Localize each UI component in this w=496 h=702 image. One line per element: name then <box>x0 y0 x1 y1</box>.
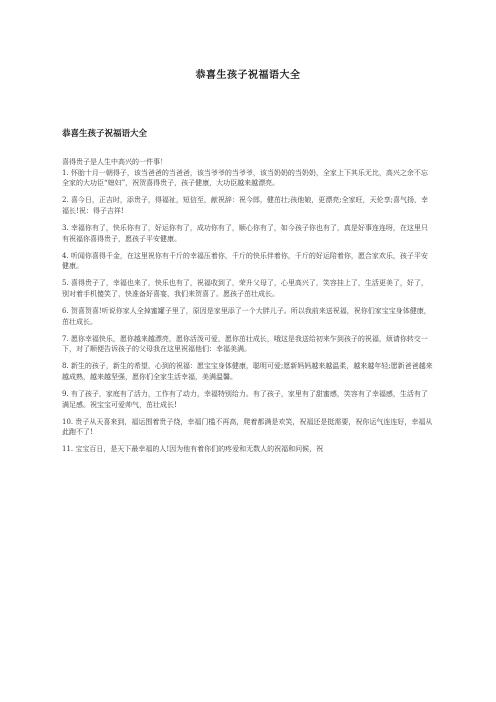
paragraph-8: 8. 新生的孩子，新生的希望，心到的祝福：愿宝宝身体健康，聪明可爱;愿新妈妈越来越温柔，越来越年轻;愿新爸爸越来越成熟，越来越坚强，愿你们全家生活幸福，美满温馨。 <box>62 362 433 381</box>
paragraph-9: 9. 有了孩子，家庭有了活力，工作有了动力，幸福特别给力。有了孩子，家里有了甜蜜感，笑容有了幸福感，生活有了满足感。祝宝宝可爱帅气，茁壮成长! <box>62 390 428 409</box>
paragraph-6: 6. 贺喜贺喜!听说你家人全掉蜜罐子里了，原因是家里添了一个大胖儿子。所以我前来送祝福，祝你们家宝宝身体健康，茁壮成长。 <box>62 307 431 326</box>
paragraph-2: 2. 喜今日，正吉时，添贵子，得福祉，短信至，献祝辞：祝今郎，健茁壮;孩他娘，更漂亮;全家旺，天伦享;喜气扬，幸福长!祝：得子吉祥! <box>62 196 428 215</box>
paragraph-10: 10. 贵子从天喜来到，福运围着贵子绕，幸福门槛不再高，爬着都满是欢笑，祝福还是挺需要，祝你运气连连好，幸福从此跑不了! <box>62 417 433 437</box>
paragraph-11: 11. 宝宝百日，是天下最幸福的人!因为他有着你们的疼爱和无数人的祝福和问候，祝 <box>62 445 324 454</box>
document-body <box>62 157 434 462</box>
section-heading: 恭喜生孩子祝福语大全 <box>62 129 148 139</box>
paragraph-5: 5. 喜得贵子了，幸福也来了，快乐也有了，祝福收到了，荣升父母了，心里高兴了，笑容挂上了，生活更美了，好了，别对着手机傻笑了，快准备好喜宴，我们来贺喜了。愿孩子茁壮成长。 <box>62 279 428 298</box>
paragraph-1: 1. 怀胎十月一朝得子，该当爸爸的当爸爸，该当爷爷的当爷爷，该当奶奶的当奶奶，全家上下其乐无比，高兴之余不忘全家的大功臣“媳妇”，祝贺喜得贵子，孩子健康，大功臣越来越漂亮。 <box>62 168 428 188</box>
intro-paragraph: 喜得贵子是人生中高兴的一件事！ <box>62 158 167 166</box>
document-title: 恭喜生孩子祝福语大全 <box>195 70 301 81</box>
paragraph-7: 7. 愿你幸福快乐，愿你越来越漂亮，愿你活泼可爱，愿你茁壮成长，哦这是我送给初来乍到孩子的祝福，烦请你转交一下，对了顺便告诉孩子的父母我在这里祝福他们：幸福美满。 <box>62 334 428 354</box>
paragraph-3: 3. 幸福你有了，快乐你有了，好运你有了，成功你有了，顺心你有了，如今孩子你也有了，真是好事连连呀，在这里只有祝福你喜得贵子，愿孩子平安健康。 <box>62 223 428 243</box>
paragraph-4: 4. 听闻你喜得千金，在这里祝你有千斤的幸福压着你，千斤的快乐伴着你，千斤的好运陪着你，愿合家欢乐，孩子平安健康。 <box>62 251 428 271</box>
